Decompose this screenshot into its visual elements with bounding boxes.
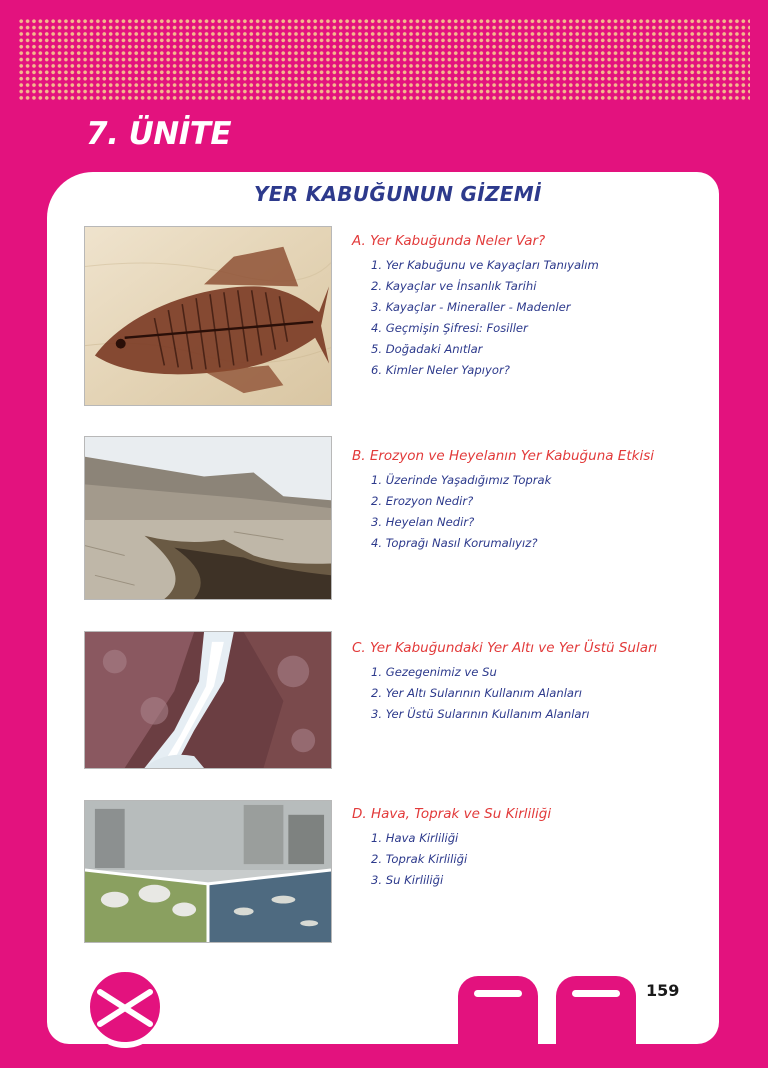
page-number: 159	[646, 981, 680, 1000]
list-item: 2. Yer Altı Sularının Kullanım Alanları	[371, 686, 583, 700]
list-item: 6. Kimler Neler Yapıyor?	[371, 363, 510, 377]
list-item: 5. Doğadaki Anıtlar	[371, 342, 483, 356]
tab-bar	[572, 990, 620, 997]
list-item: 1. Gezegenimiz ve Su	[371, 665, 497, 679]
list-item: 1. Yer Kabuğunu ve Kayaçları Tanıyalım	[371, 258, 599, 272]
list-item: 3. Su Kirliliği	[371, 873, 444, 887]
section-a	[352, 233, 712, 381]
section-items	[352, 828, 712, 891]
list-item: 2. Erozyon Nedir?	[371, 494, 474, 508]
section-heading: C. Yer Kabuğundaki Yer Altı ve Yer Üstü Suları	[352, 640, 658, 656]
erosion-photo	[84, 436, 332, 600]
section-items	[352, 662, 712, 725]
list-item: 3. Yer Üstü Sularının Kullanım Alanları	[371, 707, 590, 721]
waterfall-rock-photo	[84, 631, 332, 769]
list-item: 4. Toprağı Nasıl Korumalıyız?	[371, 536, 538, 550]
dot-pattern	[18, 18, 750, 102]
list-item: 1. Üzerinde Yaşadığımız Toprak	[371, 473, 552, 487]
list-item: 4. Geçmişin Şifresi: Fosiller	[371, 321, 528, 335]
section-b	[352, 448, 712, 554]
folder-tab-left	[458, 976, 538, 1068]
tab-bar	[474, 990, 522, 997]
section-heading: B. Erozyon ve Heyelanın Yer Kabuğuna Etkisi	[352, 448, 654, 464]
section-d	[352, 806, 712, 891]
folder-tab-right	[556, 976, 636, 1068]
unit-title: 7. ÜNİTE	[86, 116, 232, 152]
list-item: 3. Heyelan Nedir?	[371, 515, 475, 529]
chapter-title: YER KABUĞUNUN GİZEMİ	[254, 182, 542, 206]
section-heading: A. Yer Kabuğunda Neler Var?	[352, 233, 546, 249]
list-item: 1. Hava Kirliliği	[371, 831, 459, 845]
list-item: 3. Kayaçlar - Mineraller - Madenler	[371, 300, 571, 314]
compass-circle-icon	[80, 962, 170, 1052]
list-item: 2. Kayaçlar ve İnsanlık Tarihi	[371, 279, 537, 293]
section-items	[352, 470, 712, 554]
fossil-fish-photo	[84, 226, 332, 406]
pollution-collage-photo	[84, 800, 332, 943]
section-c	[352, 640, 712, 725]
section-items	[352, 255, 712, 381]
list-item: 2. Toprak Kirliliği	[371, 852, 468, 866]
section-heading: D. Hava, Toprak ve Su Kirliliği	[352, 806, 552, 822]
